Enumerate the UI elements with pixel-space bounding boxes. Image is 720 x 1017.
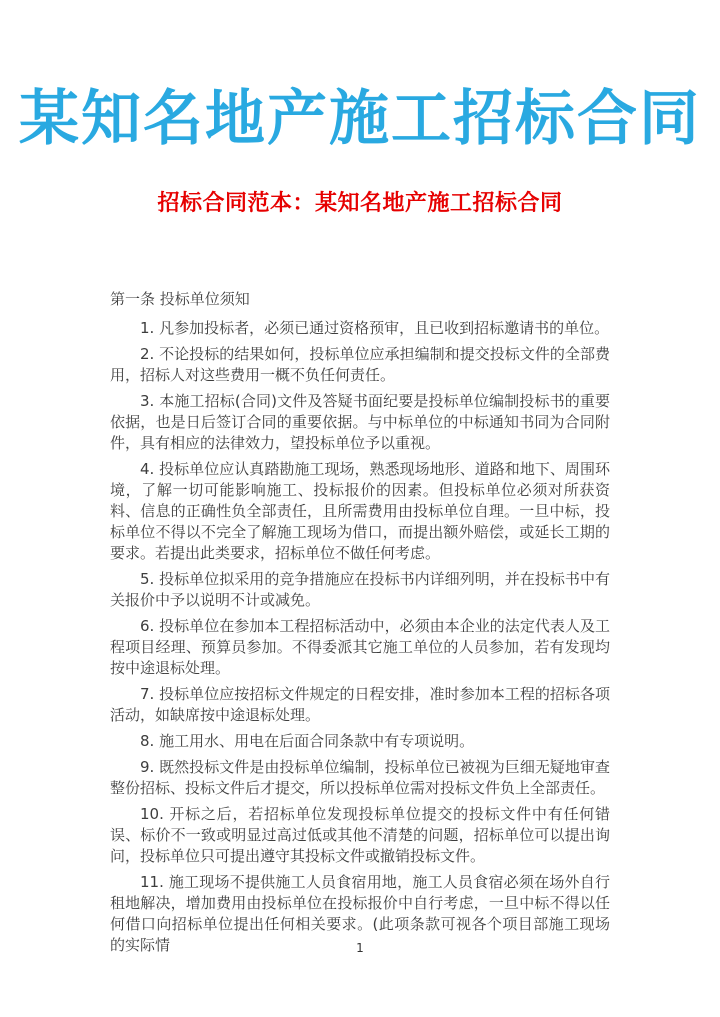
clause-paragraph: 8. 施工用水、用电在后面合同条款中有专项说明。	[140, 732, 475, 750]
clause-paragraph: 4. 投标单位应认真踏勘施工现场，熟悉现场地形、道路和地下、周围环境，了解一切可能影响施工、投标报价的因素。但投标单位必须对所获资料、信息的正确性负全部责任，且所需费用由投标单位自理。一旦中标，投标单位不得以不完全了解施工现场为借口，而提出额外赔偿，或延长工期的要求。若提出此类要求，招标单位不做任何考虑。	[110, 460, 610, 562]
clause-paragraph: 11. 施工现场不提供施工人员食宿用地，施工人员食宿必须在场外自行租地解决，增加费用由投标单位在投标报价中自行考虑，一旦中标不得以任何借口向招标单位提出任何相关要求。(此项条款可视各个项目部施工现场的实际情	[110, 873, 610, 954]
clause-paragraph: 1. 凡参加投标者，必须已通过资格预审，且已收到招标邀请书的单位。	[140, 319, 610, 337]
clause-paragraph: 10. 开标之后，若招标单位发现投标单位提交的投标文件中有任何错误、标价不一致或明显过高过低或其他不清楚的问题，招标单位可以提出询问，投标单位只可提出遵守其投标文件或撤销投标文件。	[110, 805, 610, 865]
clause-paragraph: 3. 本施工招标(合同)文件及答疑书面纪要是投标单位编制投标书的重要依据，也是日后签订合同的重要依据。与中标单位的中标通知书同为合同附件，具有相应的法律效力，望投标单位予以重视。	[110, 392, 610, 452]
section-heading: 第一条 投标单位须知	[110, 290, 250, 308]
clause-paragraph: 2. 不论投标的结果如何，投标单位应承担编制和提交投标文件的全部费用，招标人对这些费用一概不负任何责任。	[110, 345, 610, 384]
clause-paragraph: 5. 投标单位拟采用的竞争措施应在投标书内详细列明，并在投标书中有关报价中予以说明不计或减免。	[110, 570, 610, 609]
document-body	[0, 289, 720, 956]
page-number: 1	[356, 941, 364, 955]
document-subtitle: 招标合同范本：某知名地产施工招标合同	[157, 191, 563, 216]
document-title: 某知名地产施工招标合同	[19, 84, 701, 154]
clause-paragraph: 6. 投标单位在参加本工程招标活动中，必须由本企业的法定代表人及工程项目经理、预算员参加。不得委派其它施工单位的人员参加，若有发现均按中途退标处理。	[110, 617, 610, 677]
clause-paragraph: 7. 投标单位应按招标文件规定的日程安排，准时参加本工程的招标各项活动，如缺席按中途退标处理。	[110, 685, 610, 724]
clause-paragraph: 9. 既然投标文件是由投标单位编制，投标单位已被视为巨细无疑地审查整份招标、投标文件后才提交，所以投标单位需对投标文件负上全部责任。	[110, 758, 610, 797]
